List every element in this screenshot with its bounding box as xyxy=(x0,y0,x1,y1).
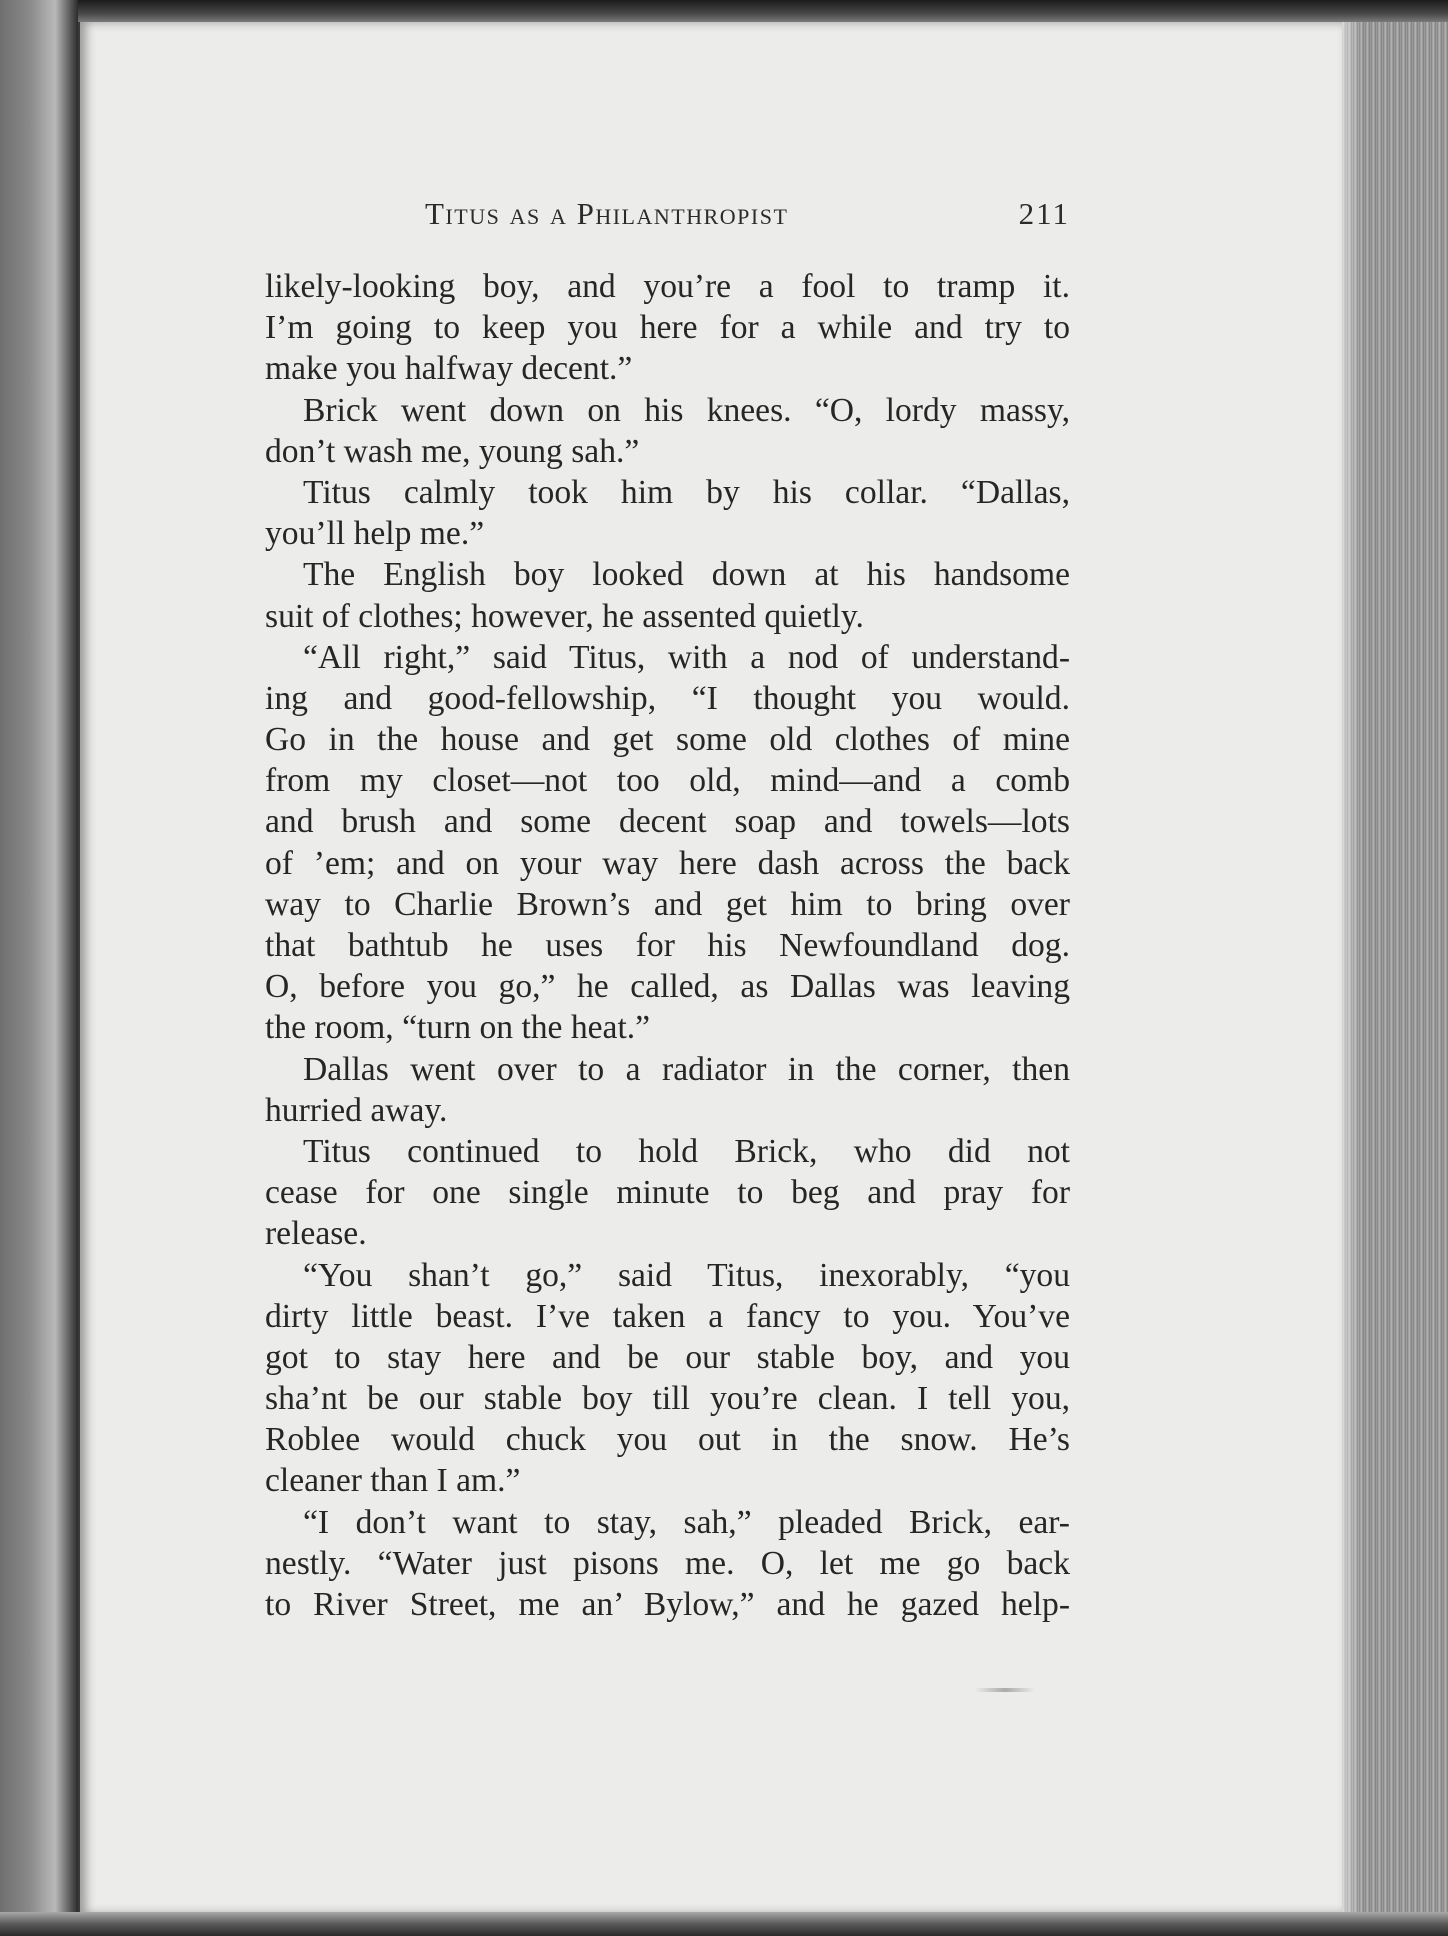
text-line: hurried away. xyxy=(265,1091,448,1129)
text-line: make you halfway decent.” xyxy=(265,350,633,388)
text-line: and brush and some decent soap and towels—lots xyxy=(265,803,1070,841)
text-line: “You shan’t go,” said Titus, inexorably, “you xyxy=(303,1256,1070,1294)
body-text xyxy=(265,266,1070,1625)
fore-edge-highlight xyxy=(1342,22,1362,1914)
text-line: don’t wash me, young sah.” xyxy=(265,432,640,470)
text-line: Titus calmly took him by his collar. “Dallas, xyxy=(303,473,1070,511)
text-line: Titus continued to hold Brick, who did not xyxy=(303,1132,1070,1170)
text-line: “I don’t want to stay, sah,” pleaded Brick, ear- xyxy=(303,1503,1070,1541)
text-line: to River Street, me an’ Bylow,” and he gazed help- xyxy=(265,1586,1070,1623)
text-line: O, before you go,” he called, as Dallas was leaving xyxy=(265,968,1070,1006)
text-line: The English boy looked down at his handsome xyxy=(303,556,1070,594)
text-line: release. xyxy=(265,1215,367,1253)
text-line: sha’nt be our stable boy till you’re clean. I tell you, xyxy=(265,1380,1070,1418)
binding-gutter xyxy=(0,0,78,1936)
text-line: Brick went down on his knees. “O, lordy massy, xyxy=(303,391,1070,429)
text-line: Go in the house and get some old clothes of mine xyxy=(265,721,1070,759)
text-line: the room, “turn on the heat.” xyxy=(265,1009,651,1047)
text-line: suit of clothes; however, he assented quietly. xyxy=(265,597,864,635)
text-line: of ’em; and on your way here dash across the back xyxy=(265,844,1070,882)
text-line: from my closet—not too old, mind—and a comb xyxy=(265,762,1070,800)
text-line: cease for one single minute to beg and pray for xyxy=(265,1174,1070,1212)
text-line: Dallas went over to a radiator in the corner, then xyxy=(303,1050,1070,1088)
text-line: dirty little beast. I’ve taken a fancy to you. You’ve xyxy=(265,1297,1070,1335)
running-head-title: Titus as a Philanthropist xyxy=(425,196,789,231)
ink-smudge xyxy=(975,1688,1035,1692)
text-line: that bathtub he uses for his Newfoundland dog. xyxy=(265,927,1070,964)
text-line: way to Charlie Brown’s and get him to bring over xyxy=(265,885,1070,923)
text-line: likely-looking boy, and you’re a fool to tramp it. xyxy=(265,268,1070,305)
text-line: cleaner than I am.” xyxy=(265,1462,521,1500)
scan-top-edge xyxy=(0,0,1448,22)
text-line: ing and good-fellowship, “I thought you would. xyxy=(265,679,1070,717)
text-line: you’ll help me.” xyxy=(265,515,485,553)
text-line: Roblee would chuck you out in the snow. He’s xyxy=(265,1421,1070,1459)
page-number: 211 xyxy=(1018,196,1070,231)
text-line: nestly. “Water just pisons me. O, let me go back xyxy=(265,1544,1070,1582)
scan-bottom-edge xyxy=(0,1912,1448,1936)
running-head xyxy=(265,196,1070,240)
text-line: “All right,” said Titus, with a nod of understand- xyxy=(303,638,1070,676)
text-line: I’m going to keep you here for a while and try to xyxy=(265,309,1070,347)
text-line: got to stay here and be our stable boy, and you xyxy=(265,1338,1070,1376)
